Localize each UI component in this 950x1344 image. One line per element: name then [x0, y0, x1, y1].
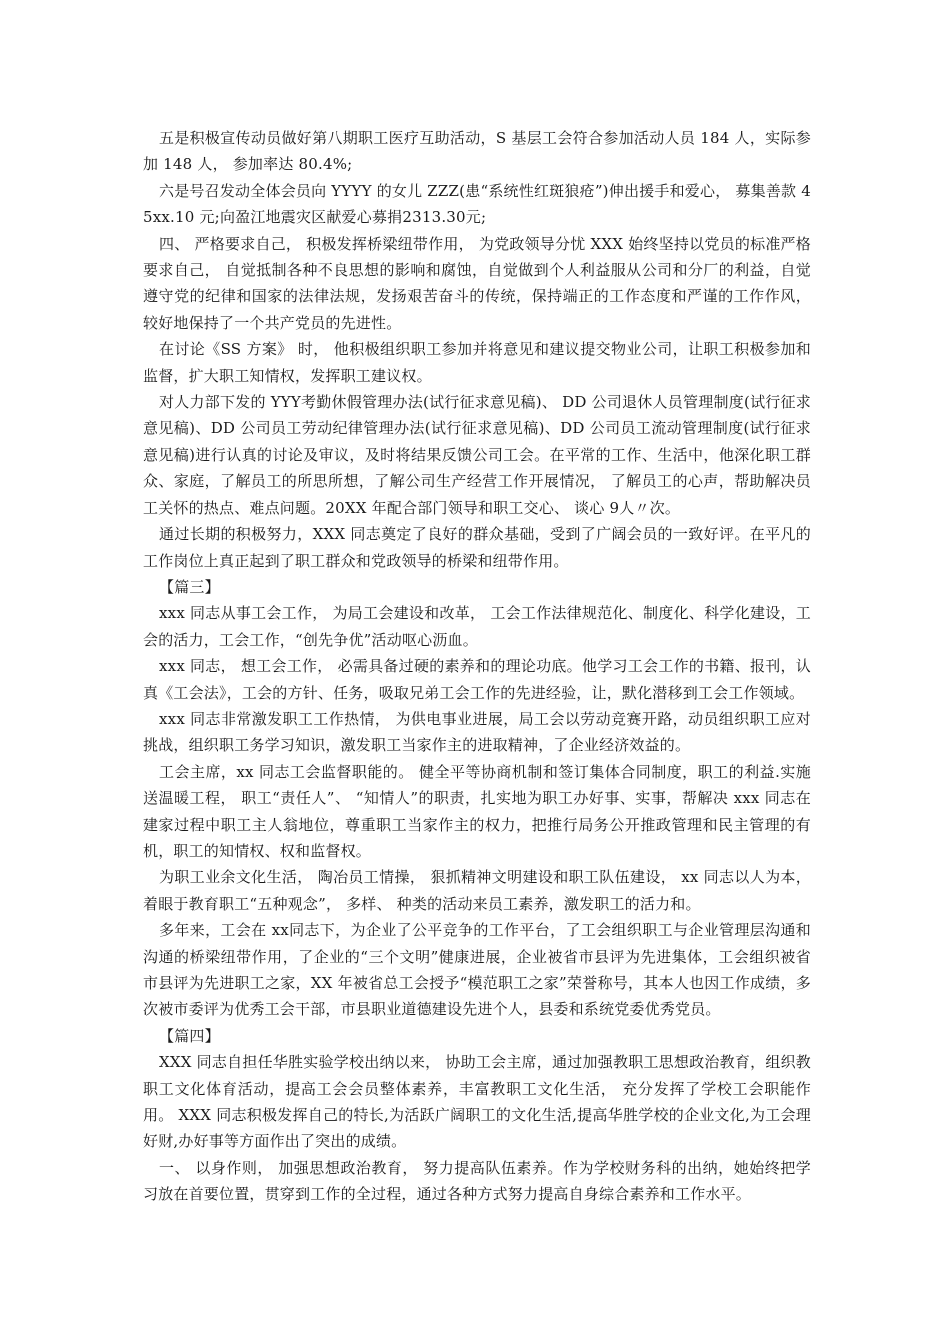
paragraph: 为职工业余文化生活， 陶冶员工情操， 狠抓精神文明建设和职工队伍建设， xx 同志以人为本， 着眼于教育职工“五种观念”， 多样、 种类的活动来员工素养，激发职工的活力和。: [143, 868, 811, 913]
section-heading: 【篇三】: [159, 577, 220, 596]
paragraph: xxx 同志， 想工会工作， 必需具备过硬的素养和的理论功底。他学习工会工作的书籍、报刊，认真《工会法》，工会的方针、任务，吸取兄弟工会工作的先进经验，让，默化潜移到工会工作领域。: [143, 657, 811, 702]
paragraph: xxx 同志从事工会工作， 为局工会建设和改革， 工会工作法律规范化、制度化、科学化建设，工会的活力，工会工作，“创先争优”活动呕心沥血。: [143, 604, 811, 649]
section-heading: 【篇四】: [159, 1026, 220, 1045]
paragraph: xxx 同志非常激发职工工作热情， 为供电事业进展，局工会以劳动竞赛开路，动员组织职工应对挑战，组织职工务学习知识，激发职工当家作主的进取精神，了企业经济效益的。: [143, 709, 811, 755]
paragraph: 在讨论《SS 方案》 时， 他积极组织职工参加并将意见和建议提交物业公司，让职工积极参加和监督，扩大职工知情权，发挥职工建议权。: [143, 340, 811, 385]
paragraph: 多年来，工会在 xx同志下，为企业了公平竞争的工作平台，了工会组织职工与企业管理层沟通和沟通的桥梁纽带作用，了企业的“三个文明”健康进展，企业被省市县评为先进集体，工会组织被省市县评为先进职工之家，XX 年被省总工会授予“模范职工之家”荣誉称号，其本人也因工作成绩，多次被市委评为优秀工会干部，市县职业道德建设先进个人，县委和系统党委优秀党员。: [143, 921, 811, 1019]
paragraph: 对人力部下发的 YYY考勤休假管理办法(试行征求意见稿)、 DD 公司退休人员管理制度(试行征求意见稿)、DD 公司员工劳动纪律管理办法(试行征求意见稿)、DD 公司员工流动管理制度(试行征求意见稿)进行认真的讨论及审议，及时将结果反馈公司工会。在平常的工作、生活中，他深化职工群众、家庭，了解员工的所思所想，了解公司生产经营工作开展情况， 了解员工的心声，帮助解决员工关怀的热点、难点问题。20XX 年配合部门领导和职工交心、 谈心 9人〃次。: [143, 393, 811, 517]
paragraph: 一、 以身作则， 加强思想政治教育， 努力提高队伍素养。作为学校财务科的出纳，她始终把学习放在首要位置，贯穿到工作的全过程，通过各种方式努力提高自身综合素养和工作水平。: [143, 1158, 811, 1204]
paragraph: 工会主席，xx 同志工会监督职能的。 健全平等协商机制和签订集体合同制度，职工的利益.实施送温暖工程， 职工“责任人”、 “知情人”的职责，扎实地为职工办好事、实事，帮解决 xxx 同志在建家过程中职工主人翁地位，尊重职工当家作主的权力，把推行局务公开推政管理和民主管理的有机，职工的知情权、权和监督权。: [143, 762, 811, 860]
paragraph: 五是积极宣传动员做好第八期职工医疗互助活动，S 基层工会符合参加活动人员 184 人，实际参加 148 人， 参加率达 80.4%;: [143, 129, 811, 174]
document-body: [143, 125, 811, 1208]
paragraph: 四、 严格要求自己， 积极发挥桥梁纽带作用， 为党政领导分忧 XXX 始终坚持以党员的标准严格要求自己， 自觉抵制各种不良思想的影响和腐蚀，自觉做到个人利益服从公司和分厂的利益，自觉遵守党的纪律和国家的法律法规，发扬艰苦奋斗的传统，保持端正的工作态度和严谨的工作作风，较好地保持了一个共产党员的先进性。: [143, 234, 811, 332]
paragraph: 六是号召发动全体会员向 YYYY 的女儿 ZZZ(患“系统性红斑狼疮”)伸出援手和爱心， 募集善款 45xx.10 元;向盈江地震灾区献爱心募捐2313.30元;: [143, 181, 811, 227]
paragraph: 通过长期的积极努力，XXX 同志奠定了良好的群众基础，受到了广阔会员的一致好评。在平凡的工作岗位上真正起到了职工群众和党政领导的桥梁和纽带作用。: [143, 525, 811, 570]
paragraph: XXX 同志自担任华胜实验学校出纳以来， 协助工会主席，通过加强教职工思想政治教育，组织教职工文化体育活动，提高工会会员整体素养，丰富教职工文化生活， 充分发挥了学校工会职能作用。 XXX 同志积极发挥自己的特长,为活跃广阔职工的文化生活,提高华胜学校的企业文化,为工会理好财,办好事等方面作出了突出的成绩。: [143, 1053, 811, 1151]
